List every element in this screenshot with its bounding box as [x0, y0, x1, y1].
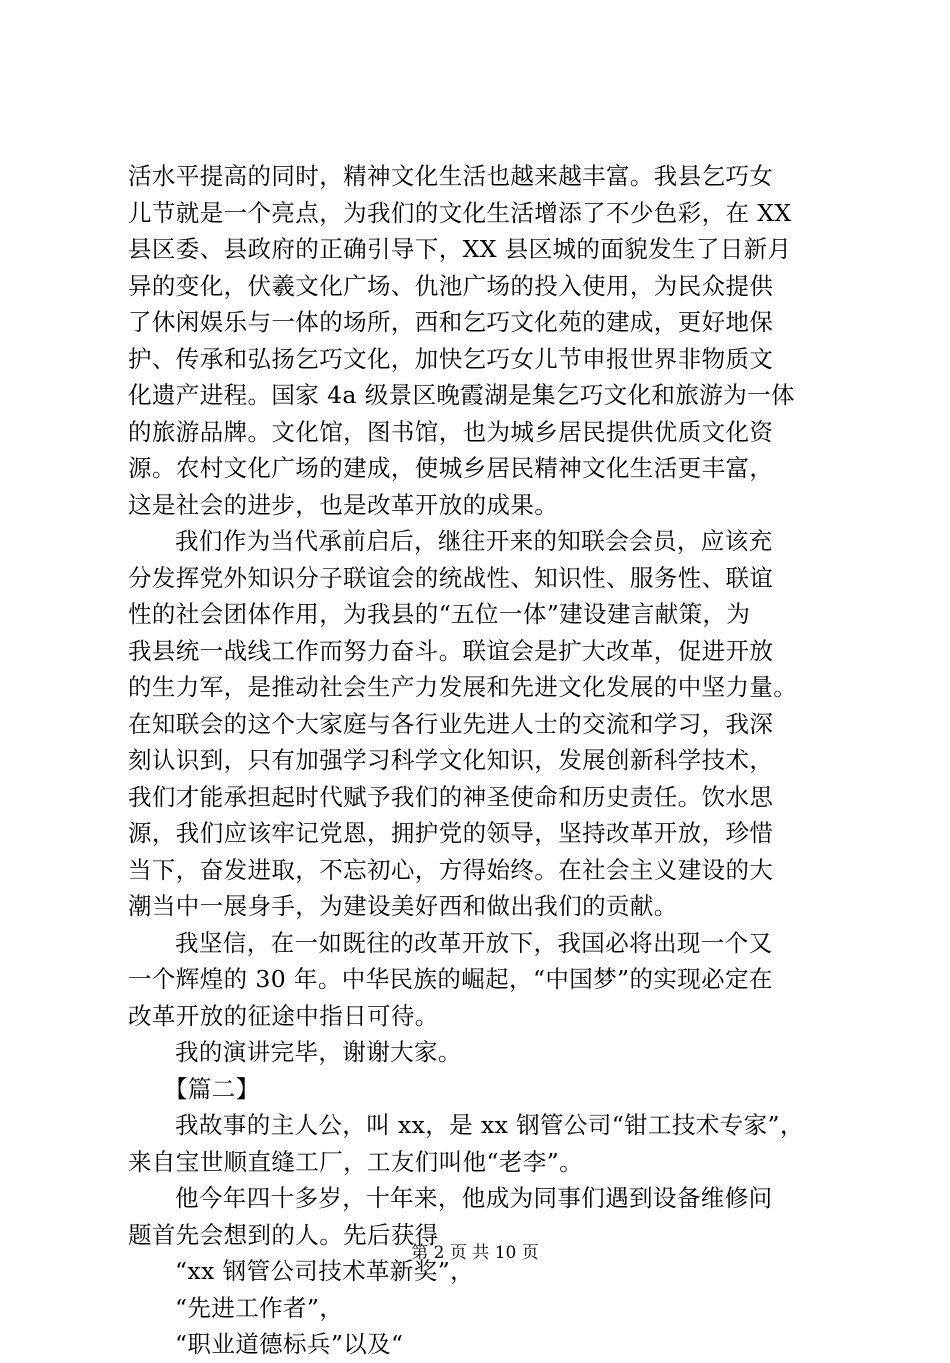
text-line: 的旅游品牌。文化馆，图书馆，也为城乡居民提供优质文化资 [128, 417, 774, 446]
text-line: 当下，奋发进取，不忘初心，方得始终。在社会主义建设的大 [128, 855, 774, 884]
text-line: 源。农村文化广场的建成，使城乡居民精神文化生活更丰富， [128, 454, 774, 482]
text-line: 异的变化，伏羲文化广场、仇池广场的投入使用，为民众提供 [128, 271, 774, 300]
award-line: “职业道德标兵”以及“ [175, 1330, 404, 1358]
paragraph-first-line: 我坚信，在一如既往的改革开放下，我国必将出现一个又 [175, 928, 773, 957]
text-line: 分发挥党外知识分子联谊会的统战性、知识性、服务性、联谊 [128, 563, 774, 592]
award-line: “xx 钢管公司技术革新奖”， [175, 1257, 475, 1285]
award-line: “先进工作者”， [175, 1293, 344, 1322]
text-line: 改革开放的征途中指日可待。 [128, 1001, 439, 1030]
text-line: 潮当中一展身手，为建设美好西和做出我们的贡献。 [128, 892, 678, 920]
text-line: 儿节就是一个亮点，为我们的文化生活增添了不少色彩，在 XX [128, 198, 792, 227]
text-line: 化遗产进程。国家 4a 级景区晚霞湖是集乞巧文化和旅游为一体 [128, 381, 795, 409]
paragraph-first-line: 我们作为当代承前启后，继往开来的知联会会员，应该充 [175, 527, 773, 555]
document-body [128, 158, 840, 1363]
text-line: 了休闲娱乐与一体的场所，西和乞巧文化苑的建成，更好地保 [128, 308, 774, 336]
text-line: 在知联会的这个大家庭与各行业先进人士的交流和学习，我深 [128, 709, 774, 738]
page-number-label: 第 2 页 共 10 页 [411, 1243, 539, 1263]
paragraph-first-line: 我故事的主人公，叫 xx，是 xx 钢管公司“钳工技术专家”， [175, 1111, 804, 1139]
text-line: 一个辉煌的 30 年。中华民族的崛起，“中国梦”的实现必定在 [128, 965, 773, 993]
text-line: 题首先会想到的人。先后获得 [128, 1220, 439, 1249]
paragraph-first-line: 我的演讲完毕，谢谢大家。 [175, 1038, 462, 1066]
section-heading: 【篇二】 [164, 1074, 260, 1103]
text-line: 县区委、县政府的正确引导下，XX 县区城的面貌发生了日新月 [128, 235, 792, 263]
text-line: 刻认识到，只有加强学习科学文化知识，发展创新科学技术， [128, 746, 774, 774]
text-line: 性的社会团体作用，为我县的“五位一体”建设建言献策，为 [128, 600, 751, 628]
text-line: 源，我们应该牢记党恩，拥护党的领导，坚持改革开放，珍惜 [128, 819, 774, 847]
text-line: 来自宝世顺直缝工厂，工友们叫他“老李”。 [128, 1147, 584, 1176]
text-line: 这是社会的进步，也是改革开放的成果。 [128, 490, 559, 519]
text-line: 我县统一战线工作而努力奋斗。联谊会是扩大改革，促进开放 [128, 636, 774, 665]
text-line: 的生力军，是推动社会生产力发展和先进文化发展的中坚力量。 [128, 673, 798, 701]
text-line: 活水平提高的同时，精神文化生活也越来越丰富。我县乞巧女 [128, 162, 774, 190]
paragraph-first-line: 他今年四十多岁，十年来，他成为同事们遇到设备维修问 [175, 1184, 773, 1212]
page-footer [0, 1242, 950, 1264]
text-line: 护、传承和弘扬乞巧文化，加快乞巧女儿节申报世界非物质文 [128, 344, 774, 373]
text-line: 我们才能承担起时代赋予我们的神圣使命和历史责任。饮水思 [128, 782, 774, 811]
